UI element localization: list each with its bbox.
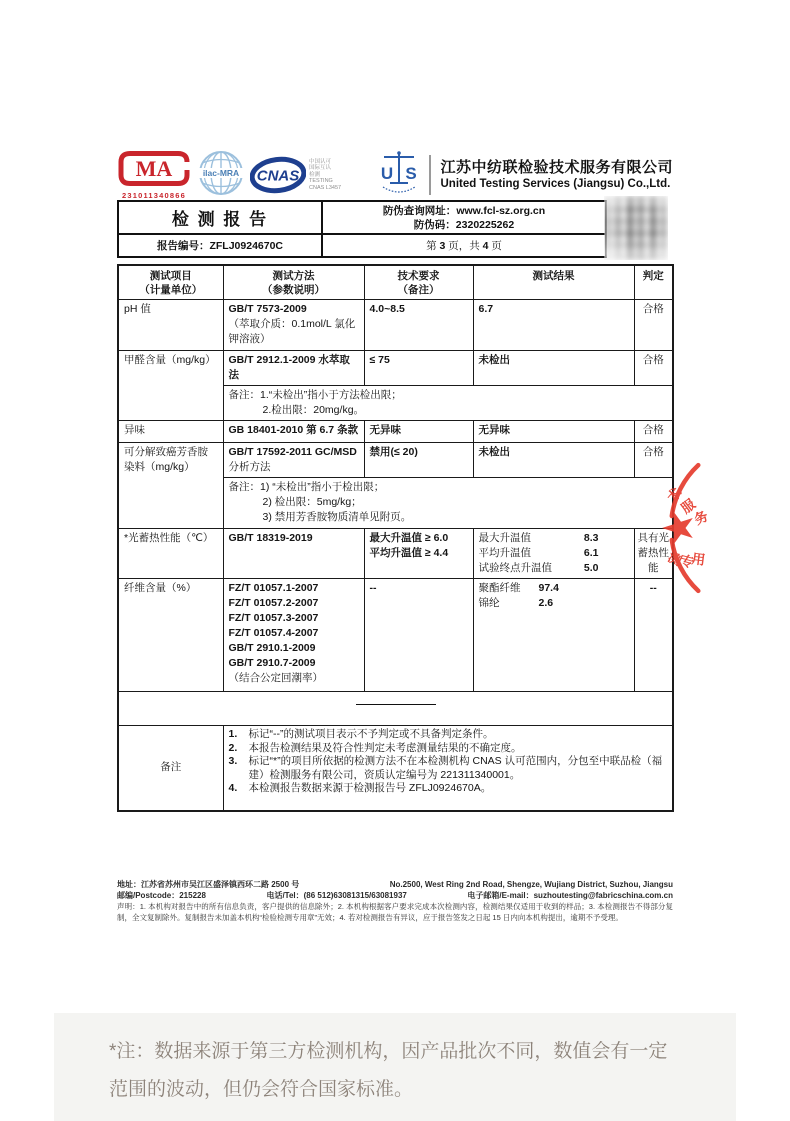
report-header-box (117, 200, 607, 258)
cma-logo (117, 150, 191, 200)
requirement-fiber: -- (364, 579, 473, 692)
footer-postcode: 邮编/Postcode：215228 (117, 891, 206, 900)
result-amines: 未检出 (473, 443, 634, 478)
ilac-mra-logo (198, 150, 244, 201)
verdict-amines: 合格 (634, 443, 673, 478)
stamp-char: 务 (691, 508, 711, 528)
footer-tel: 电话/Tel：(86 512)63081315/63081937 (266, 891, 407, 900)
stamp-char: 专 (678, 552, 696, 571)
result-fiber: 聚酯纤维 97.4 锦纶 2.6 (473, 579, 634, 692)
table-row (118, 579, 673, 692)
qr-code-blur (604, 196, 668, 260)
requirement-ph: 4.0~8.5 (364, 300, 473, 351)
method-fiber: FZ/T 01057.1-2007 FZ/T 01057.2-2007 FZ/T 01057.3-2007 FZ/T 01057.4-2007 GB/T 2910.1-2009 GB/T 2910.7-2009 （结合公定回潮率） (223, 579, 364, 692)
verdict-thermal: 具有光蓄热性能 (634, 529, 673, 579)
verdict-formaldehyde: 合格 (634, 351, 673, 386)
item-thermal: *光蓄热性能（℃） (118, 529, 223, 579)
cma-mark-icon (117, 150, 191, 187)
requirement-odor: 无异味 (364, 421, 473, 443)
item-amines: 可分解致癌芳香胺染料（mg/kg） (118, 443, 223, 529)
requirement-thermal: 最大升温值 ≥ 6.0 平均升温值 ≥ 4.4 (364, 529, 473, 579)
result-ph: 6.7 (473, 300, 634, 351)
end-of-data-cell (118, 692, 673, 726)
remarks-content: 1. 标记“--”的测试项目表示不予判定或不具备判定条件。 2. 本报告检测结果及符合性判定未考虑测量结果的不确定度。 3. 标记“*”的项目所依据的检测方法不在本检测机构 CNAS 认可范围内，分包至中联品检（福建）检测服务有限公司，资质认定编号为 221311340001。 4. 本检测报告数据来源于检测报告号 ZFLJ0924670A。 (223, 726, 673, 811)
svg-text:ilac-MRA: ilac-MRA (202, 167, 240, 178)
header-requirement: 技术要求 （备注） (364, 265, 473, 300)
item-ph: pH 值 (118, 300, 223, 351)
method-amines: GB/T 17592-2011 GC/MSD 分析方法 (223, 443, 364, 478)
antifake-cell (323, 202, 605, 235)
table-row (118, 351, 673, 386)
requirement-amines: 禁用(≤ 20) (364, 443, 473, 478)
qr-code (604, 196, 668, 260)
table-row (118, 300, 673, 351)
stamp-char: 服 (678, 496, 699, 517)
logo-divider (429, 155, 431, 195)
requirement-formaldehyde: ≤ 75 (364, 351, 473, 386)
verdict-fiber: -- (634, 579, 673, 692)
method-formaldehyde: GB/T 2912.1-2009 水萃取法 (223, 351, 364, 386)
header-result: 测试结果 (473, 265, 634, 300)
uts-scale-logo-icon (376, 150, 422, 200)
stamp-char: 术 (664, 485, 685, 506)
footer-address-line (117, 879, 673, 890)
item-odor: 异味 (118, 421, 223, 443)
end-of-data-line (356, 704, 436, 705)
report-no-label: 报告编号： (156, 240, 210, 252)
bottom-note-text: *注：数据来源于第三方检测机构，因产品批次不同，数值会有一定范围的波动，但仍会符合国家标准。 (109, 1041, 668, 1100)
footer-email: 电子邮箱/E-mail：suzhoutesting@fabricschina.com.cn (467, 891, 673, 900)
item-fiber: 纤维含量（%） (118, 579, 223, 692)
company-name-en: United Testing Services (Jiangsu) Co.,Ltd. (440, 178, 671, 190)
cma-code: 231011340866 (121, 191, 187, 200)
antifake-code: 2320225262 (455, 218, 515, 231)
footer-address-cn: 地址：江苏省苏州市吴江区盛泽镇西环二路 2500 号 (117, 880, 300, 889)
method-odor: GB 18401-2010 第 6.7 条款 (223, 421, 364, 443)
page-indicator: 第 3 页，共 4 页 (426, 240, 502, 252)
footer-contact-line (117, 890, 673, 901)
verdict-odor: 合格 (634, 421, 673, 443)
result-formaldehyde: 未检出 (473, 351, 634, 386)
bottom-note-box (54, 1013, 736, 1121)
antifake-code-label: 防伪码： (413, 218, 456, 231)
header-item: 测试项目 （计量单位） (118, 265, 223, 300)
svg-text:U: U (381, 164, 394, 183)
table-row (118, 421, 673, 443)
table-row (118, 529, 673, 579)
table-header-row (118, 265, 673, 300)
footer (117, 879, 673, 923)
note-formaldehyde: 备注：1.“未检出”指小于方法检出限； 2.检出限：20mg/kg。 (223, 386, 673, 421)
footer-address-en: No.2500, West Ring 2nd Road, Shengze, Wujiang District, Suzhou, Jiangsu (389, 880, 673, 889)
item-formaldehyde: 甲醛含量（mg/kg） (118, 351, 223, 421)
verdict-ph: 合格 (634, 300, 673, 351)
report-title-cell (119, 202, 323, 235)
result-odor: 无异味 (473, 421, 634, 443)
stamp-char: 测 (665, 549, 685, 569)
antifake-url: www.fcl-sz.org.cn (456, 204, 546, 217)
method-ph: GB/T 7573-2009 （萃取介质：0.1mol/L 氯化钾溶液） (223, 300, 364, 351)
certification-logos-row (117, 149, 673, 201)
method-thermal: GB/T 18319-2019 (223, 529, 364, 579)
stamp-char: 用 (690, 551, 707, 568)
ilac-mra-globe-icon (198, 150, 244, 196)
stamp-star-icon (662, 512, 693, 544)
svg-text:MA: MA (135, 156, 173, 181)
report-title: 检 测 报 告 (171, 210, 269, 229)
header-method: 测试方法 （参数说明） (223, 265, 364, 300)
remarks-label: 备注 (118, 726, 223, 811)
note-amines: 备注：1) “未检出”指小于检出限； 2) 检出限：5mg/kg； 3) 禁用芳香胺物质清单见附页。 (223, 478, 673, 529)
company-name-cn: 江苏中纺联检验技术服务有限公司 (440, 159, 673, 176)
footer-statement: 声明：1. 本机构对报告中的所有信息负责，客户提供的信息除外；2. 本机构根据客户要求完成本次检测内容，检测结果仅适用于收到的样品；3. 本检测报告不得部分复制，全文复制除外。复制报告未加盖本机构“检验检测专用章”无效；4. 若对检测报告有异议，应于报告签发之日起 15 日内向本机构提出，逾期不予受理。 (117, 902, 673, 922)
result-thermal: 最大升温值 8.3 平均升温值 6.1 试验终点升温值 5.0 (473, 529, 634, 579)
table-row (118, 443, 673, 478)
test-results-table (117, 264, 674, 812)
table-spacer-row (118, 692, 673, 726)
official-stamp (645, 458, 730, 598)
cnas-logo (250, 155, 341, 195)
svg-text:CNAS: CNAS (256, 167, 300, 185)
svg-text:S: S (405, 164, 418, 183)
table-remarks-row (118, 726, 673, 811)
company-identity (376, 150, 673, 200)
page-indicator-cell (323, 235, 605, 256)
cnas-side-text: 中国认可 国际互认 检测 TESTING CNAS L3457 (309, 158, 342, 191)
header-verdict: 判定 (634, 265, 673, 300)
antifake-url-label: 防伪查询网址： (382, 204, 457, 217)
report-no: ZFLJ0924670C (209, 240, 284, 252)
report-number-cell (119, 235, 323, 256)
cnas-oval-icon (250, 155, 306, 195)
